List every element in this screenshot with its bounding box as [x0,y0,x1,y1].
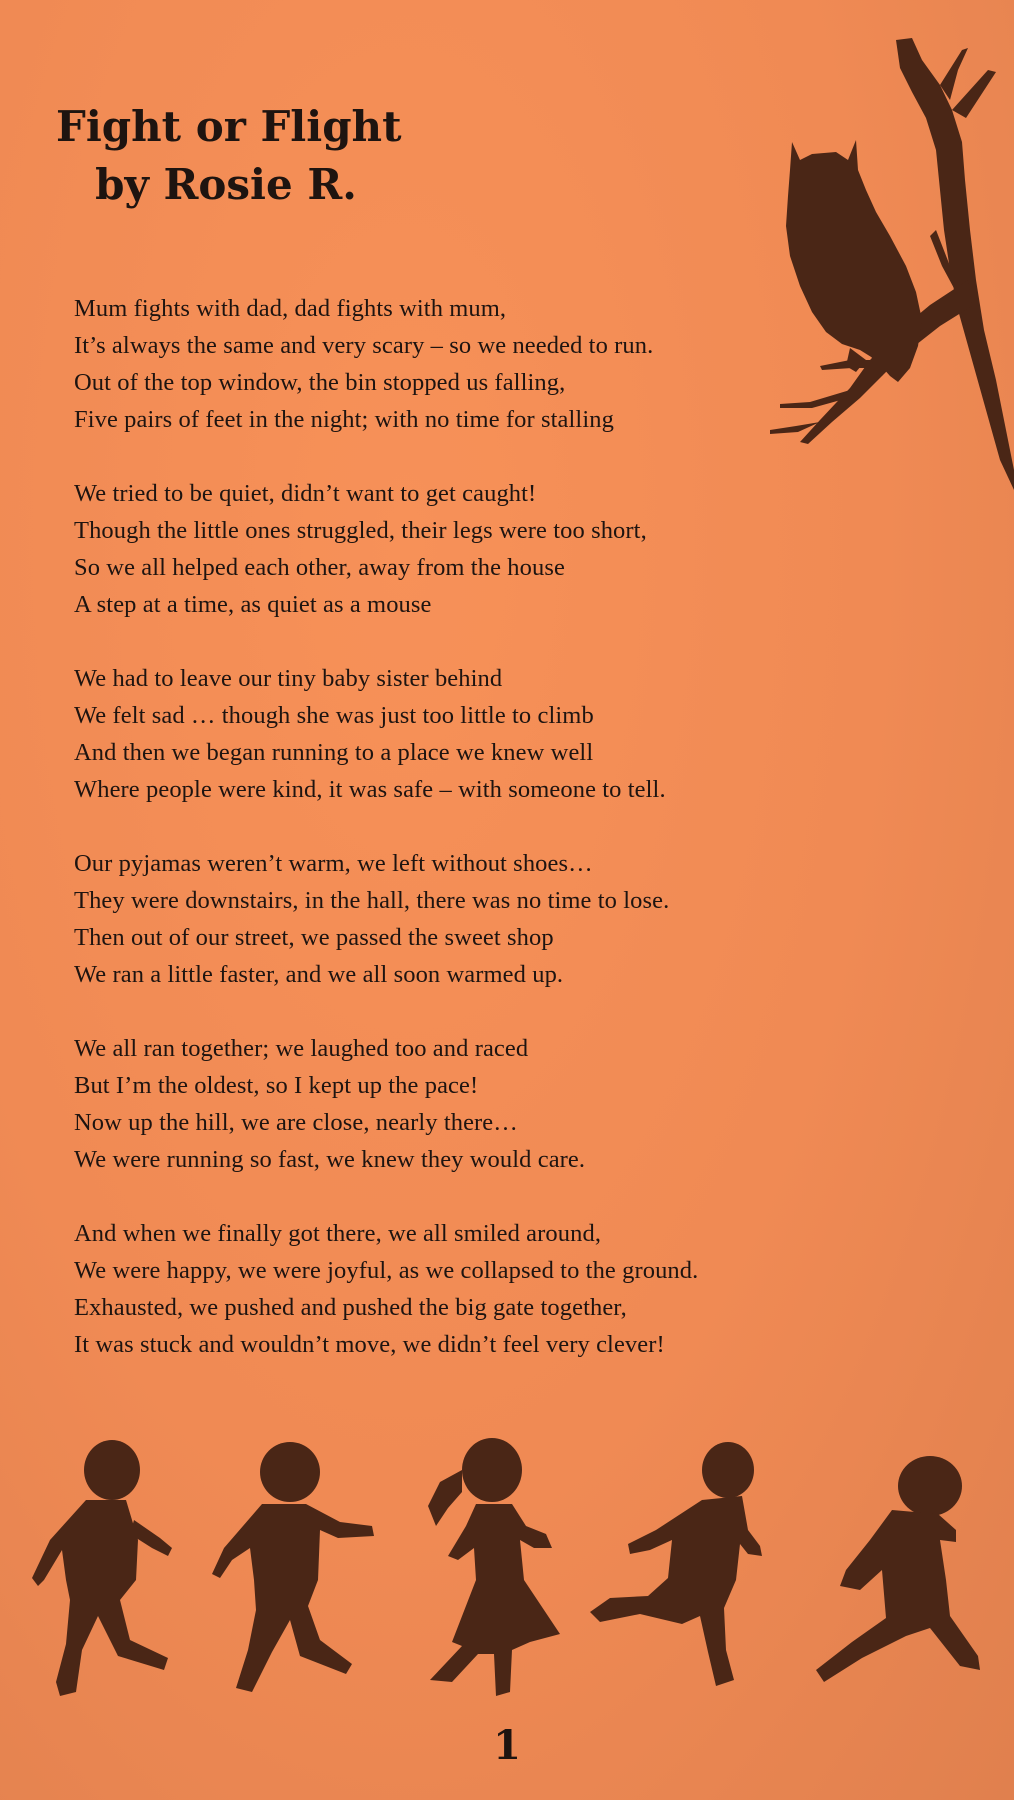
poem-stanza [74,1030,894,1178]
poem-line: We ran a little faster, and we all soon warmed up. [74,961,564,988]
poem-line: They were downstairs, in the hall, there was no time to lose. [74,887,670,914]
poem-line: We tried to be quiet, didn’t want to get caught! [74,480,537,507]
poem-line: Where people were kind, it was safe – with someone to tell. [74,776,666,803]
poem-line: Though the little ones struggled, their legs were too short, [74,517,647,544]
poem-line: So we all helped each other, away from the house [74,554,565,581]
poem-line: It was stuck and wouldn’t move, we didn’t feel very clever! [74,1331,665,1358]
poem-stanza [74,1215,894,1363]
poem-line: We were happy, we were joyful, as we collapsed to the ground. [74,1257,699,1284]
page-number: 1 [493,1722,521,1769]
poem-line: We felt sad … though she was just too little to climb [74,702,594,729]
poem-line: We all ran together; we laughed too and raced [74,1035,529,1062]
poem-line: We had to leave our tiny baby sister behind [74,665,503,692]
poem-body [74,290,894,1400]
poem-line: Out of the top window, the bin stopped us falling, [74,369,566,396]
poem-line: A step at a time, as quiet as a mouse [74,591,432,618]
running-children-illustration [0,1430,1014,1710]
poem-title [56,98,402,214]
poem-line: And when we finally got there, we all smiled around, [74,1220,602,1247]
poem-line: Our pyjamas weren’t warm, we left without shoes… [74,850,593,877]
poem-line: Five pairs of feet in the night; with no time for stalling [74,406,614,433]
title-heading: Fight or Flight [56,102,402,151]
poem-line: Exhausted, we pushed and pushed the big gate together, [74,1294,627,1321]
poem-line: Mum fights with dad, dad fights with mum, [74,295,507,322]
tree-branch-icon [896,38,1014,490]
running-child-icon [32,1440,172,1696]
running-child-icon [212,1442,374,1692]
running-child-icon [816,1456,980,1682]
poem-line: Now up the hill, we are close, nearly there… [74,1109,518,1136]
author-byline: by Rosie R. [95,160,357,209]
poem-line: It’s always the same and very scary – so we needed to run. [74,332,654,359]
poem-stanza [74,290,894,438]
poem-stanza [74,660,894,808]
poem-line: But I’m the oldest, so I kept up the pace! [74,1072,479,1099]
poem-stanza [74,475,894,623]
poem-line: Then out of our street, we passed the sweet shop [74,924,554,951]
poem-line: We were running so fast, we knew they would care. [74,1146,586,1173]
poem-stanza [74,845,894,993]
poem-line: And then we began running to a place we knew well [74,739,594,766]
running-child-icon [590,1442,762,1686]
running-girl-icon [428,1438,560,1696]
